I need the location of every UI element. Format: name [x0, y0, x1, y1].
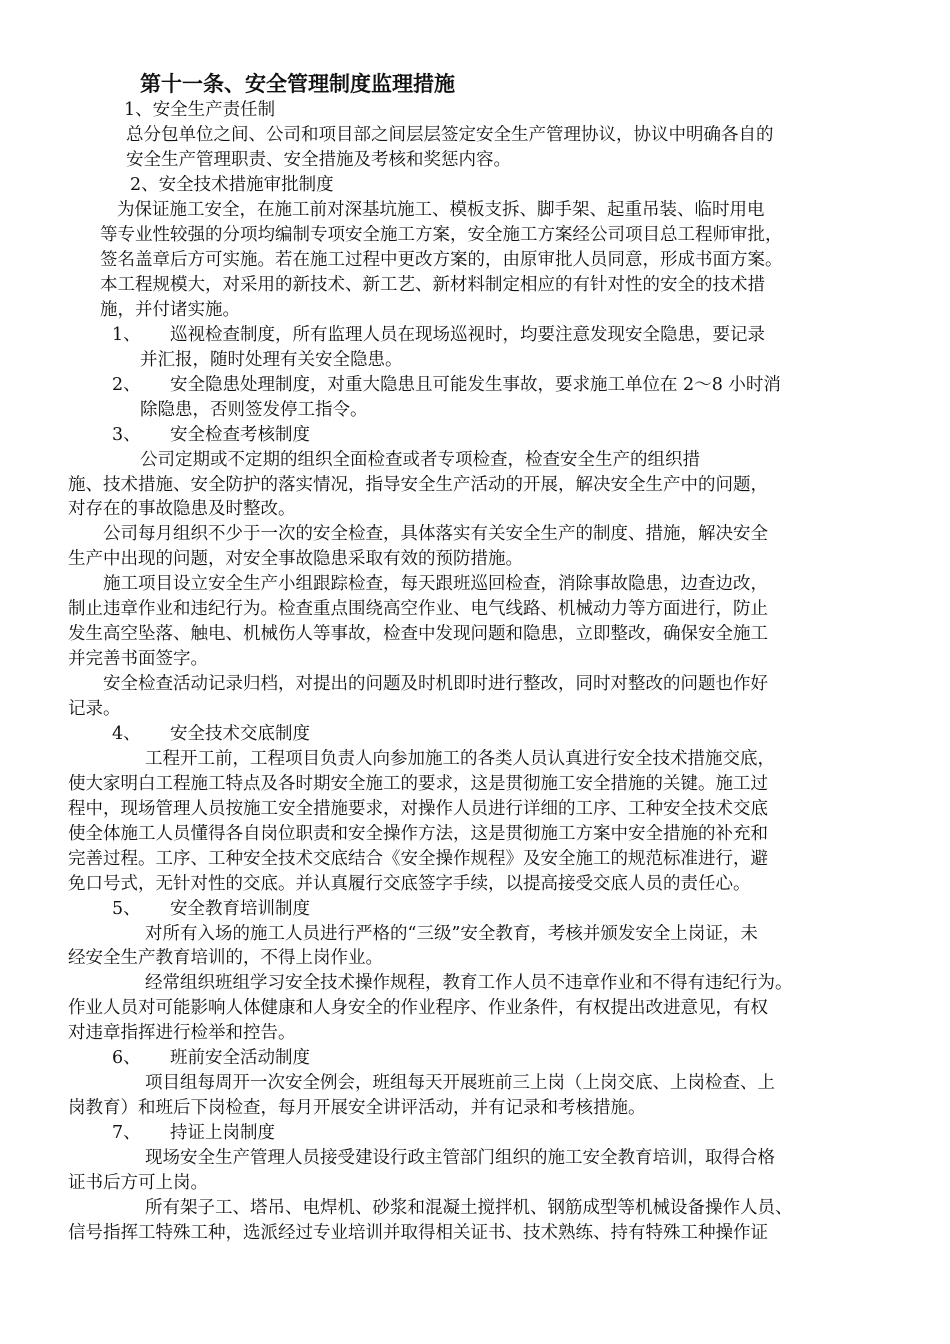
- paragraph-line: 记录。: [68, 699, 121, 719]
- page-title: 第十一条、安全管理制度监理措施: [140, 72, 455, 96]
- list-item-number: 5、: [112, 899, 141, 919]
- list-item-title: 安全隐患处理制度，对重大隐患且可能发生事故，要求施工单位在 2～8 小时消: [170, 375, 781, 395]
- list-item-title: 巡视检查制度，所有监理人员在现场巡视时，均要注意发现安全隐患，要记录: [170, 325, 765, 345]
- paragraph-line: 施工项目设立安全生产小组跟踪检查，每天跟班巡回检查，消除事故隐患，边查边改，: [103, 574, 768, 594]
- list-item-title: 安全技术交底制度: [170, 724, 310, 744]
- paragraph-line: 除隐患，否则签发停工指令。: [140, 400, 368, 420]
- paragraph-line: 公司定期或不定期的组织全面检查或者专项检查，检查安全生产的组织措: [140, 450, 700, 470]
- paragraph-line: 岗教育）和班后下岗检查，每月开展安全讲评活动，并有记录和考核措施。: [68, 1098, 646, 1118]
- list-item-title: 班前安全活动制度: [170, 1048, 310, 1068]
- list-item-number: 3、: [112, 425, 141, 445]
- paragraph-line: 所有架子工、塔吊、电焊机、砂浆和混凝土搅拌机、钢筋成型等机械设备操作人员、: [145, 1198, 793, 1218]
- paragraph-line: 发生高空坠落、触电、机械伤人等事故，检查中发现问题和隐患，立即整改，确保安全施工: [68, 624, 768, 644]
- section-1-heading: 1、安全生产责任制: [124, 100, 276, 120]
- paragraph-line: 经常组织班组学习安全技术操作规程，教育工作人员不违章作业和不得有违纪行为。: [145, 973, 793, 993]
- list-item-title: 安全检查考核制度: [170, 425, 310, 445]
- paragraph-line: 对存在的事故隐患及时整改。: [68, 499, 296, 519]
- paragraph-line: 安全检查活动记录归档，对提出的问题及时机即时进行整改，同时对整改的问题也作好: [103, 674, 768, 694]
- paragraph-line: 作业人员对可能影响人体健康和人身安全的作业程序、作业条件，有权提出改进意见，有权: [68, 998, 768, 1018]
- paragraph-line: 程中，现场管理人员按施工安全措施要求，对操作人员进行详细的工序、工种安全技术交底: [68, 799, 768, 819]
- list-item-title: 安全教育培训制度: [170, 899, 310, 919]
- paragraph-line: 现场安全生产管理人员接受建设行政主管部门组织的施工安全教育培训，取得合格: [145, 1148, 775, 1168]
- paragraph-line: 对违章指挥进行检举和控告。: [68, 1023, 296, 1043]
- list-item-number: 6、: [112, 1048, 141, 1068]
- paragraph-line: 制止违章作业和违纪行为。检查重点围绕高空作业、电气线路、机械动力等方面进行，防止: [68, 599, 768, 619]
- paragraph-line: 使大家明白工程施工特点及各时期安全施工的要求，这是贯彻施工安全措施的关键。施工过: [68, 774, 768, 794]
- paragraph-line: 签名盖章后方可实施。若在施工过程中更改方案的，由原审批人员同意，形成书面方案。: [100, 250, 783, 270]
- paragraph-line: 信号指挥工特殊工种，选派经过专业培训并取得相关证书、技术熟练、持有特殊工种操作证: [68, 1223, 768, 1243]
- paragraph-line: 安全生产管理职责、安全措施及考核和奖惩内容。: [126, 150, 511, 170]
- paragraph-line: 总分包单位之间、公司和项目部之间层层签定安全生产管理协议，协议中明确各自的: [126, 125, 774, 145]
- paragraph-line: 施、技术措施、安全防护的落实情况，指导安全生产活动的开展，解决安全生产中的问题，: [68, 475, 768, 495]
- list-item-number: 2、: [112, 375, 141, 395]
- paragraph-line: 等专业性较强的分项均编制专项安全施工方案，安全施工方案经公司项目总工程师审批，: [100, 225, 783, 245]
- paragraph-line: 项目组每周开一次安全例会，班组每天开展班前三上岗（上岗交底、上岗检查、上: [145, 1073, 775, 1093]
- list-item-number: 4、: [112, 724, 141, 744]
- paragraph-line: 免口号式，无针对性的交底。并认真履行交底签字手续，以提高接受交底人员的责任心。: [68, 874, 751, 894]
- paragraph-line: 并完善书面签字。: [68, 649, 208, 669]
- list-item-title: 持证上岗制度: [170, 1123, 275, 1143]
- paragraph-line: 生产中出现的问题，对安全事故隐患采取有效的预防措施。: [68, 549, 523, 569]
- paragraph-line: 完善过程。工序、工种安全技术交底结合《安全操作规程》及安全施工的规范标准进行，避: [68, 849, 768, 869]
- paragraph-line: 对所有入场的施工人员进行严格的“三级”安全教育，考核并颁发安全上岗证，未: [145, 924, 758, 944]
- paragraph-line: 使全体施工人员懂得各自岗位职责和安全操作方法，这是贯彻施工方案中安全措施的补充和: [68, 824, 768, 844]
- paragraph-line: 公司每月组织不少于一次的安全检查，具体落实有关安全生产的制度、措施，解决安全: [103, 524, 768, 544]
- paragraph-line: 本工程规模大，对采用的新技术、新工艺、新材料制定相应的有针对性的安全的技术措: [100, 275, 765, 295]
- paragraph-line: 并汇报，随时处理有关安全隐患。: [140, 350, 403, 370]
- paragraph-line: 经安全生产教育培训的，不得上岗作业。: [68, 948, 383, 968]
- list-item-number: 1、: [112, 325, 141, 345]
- list-item-number: 7、: [112, 1123, 141, 1143]
- paragraph-line: 为保证施工安全，在施工前对深基坑施工、模板支拆、脚手架、起重吊装、临时用电: [117, 200, 765, 220]
- paragraph-line: 施，并付诸实施。: [100, 300, 240, 320]
- paragraph-line: 证书后方可上岗。: [68, 1173, 208, 1193]
- section-2-heading: 2、安全技术措施审批制度: [130, 175, 334, 195]
- paragraph-line: 工程开工前，工程项目负责人向参加施工的各类人员认真进行安全技术措施交底，: [145, 749, 775, 769]
